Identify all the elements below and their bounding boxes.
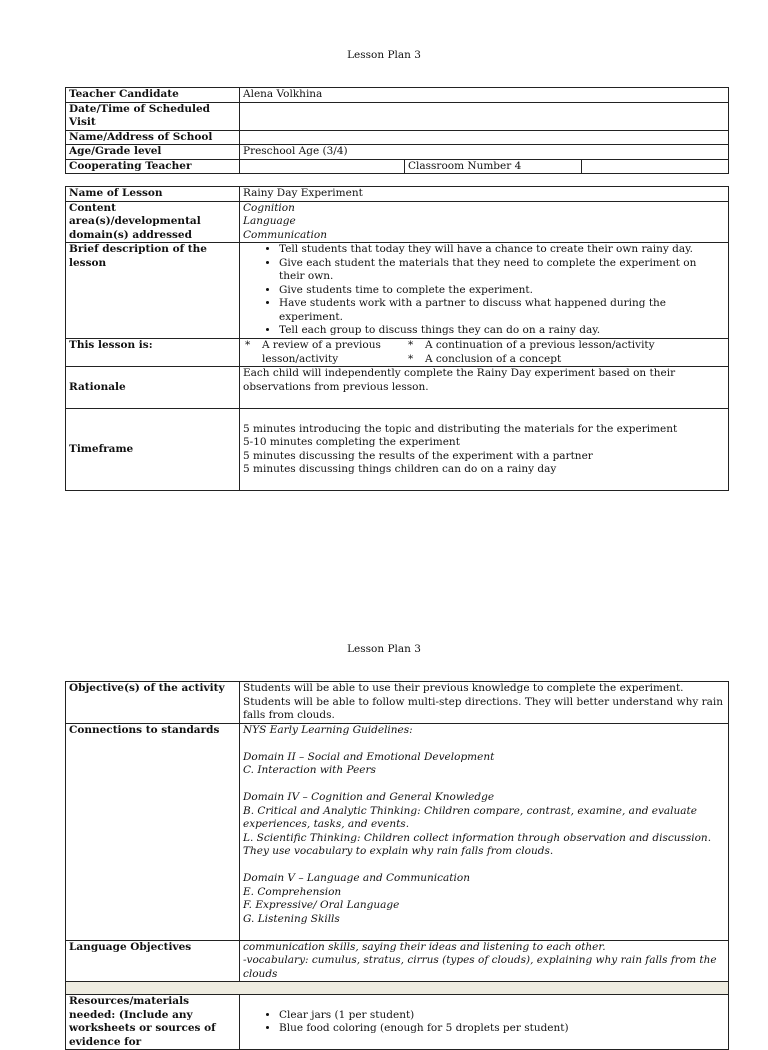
list-item: 5-10 minutes completing the experiment xyxy=(243,436,460,448)
list-item: Communication xyxy=(243,228,327,241)
asterisk-bullet-icon: * xyxy=(408,352,414,365)
resources-label: Resources/materials needed: (Include any worksheets or sources of evidence for xyxy=(66,995,240,1050)
list-item: Language xyxy=(243,215,296,227)
list-item: • Tell students that today they will have a chance to create their own rainy day. xyxy=(279,243,725,257)
school-label: Name/Address of School xyxy=(66,130,240,145)
table-row xyxy=(66,243,729,339)
table-row xyxy=(66,201,729,243)
table-row xyxy=(66,940,729,982)
list-item: * A continuation of a previous lesson/activity xyxy=(408,339,655,351)
list-item: 5 minutes discussing things children can do on a rainy day xyxy=(243,463,557,475)
table-row xyxy=(66,145,729,160)
school-value xyxy=(240,130,729,145)
teacher-candidate-label: Teacher Candidate xyxy=(66,88,240,103)
timeframe-lines xyxy=(240,409,729,491)
content-areas-label: Content area(s)/developmental domain(s) addressed xyxy=(66,201,240,243)
cooperating-teacher-value xyxy=(240,159,405,174)
table-row xyxy=(66,367,729,409)
description-list xyxy=(240,243,729,339)
rationale-label: Rationale xyxy=(66,367,240,409)
lesson-name-label: Name of Lesson xyxy=(66,187,240,202)
table-row xyxy=(66,88,729,103)
table-row xyxy=(66,339,729,367)
asterisk-bullet-icon: * xyxy=(245,339,251,351)
language-objectives-label: Language Objectives xyxy=(66,940,240,982)
visit-date-value xyxy=(240,102,729,130)
classroom-number: Classroom Number 4 xyxy=(405,159,582,174)
objectives-table xyxy=(65,681,729,1050)
list-item: 5 minutes introducing the topic and distributing the materials for the experiment xyxy=(243,422,678,435)
list-item: • Tell each group to discuss things they can do on a rainy day. xyxy=(279,324,725,338)
visit-info-table xyxy=(65,87,729,174)
table-row xyxy=(66,187,729,202)
page-title: Lesson Plan 3 xyxy=(347,643,421,655)
list-item: * A review of a previous lesson/activity xyxy=(245,339,381,365)
visit-date-label: Date/Time of Scheduled Visit xyxy=(66,102,240,130)
language-objectives-text: communication skills, saying their ideas and listening to each other. -vocabulary: cumulus, stratus, cirrus (types of clouds), explaining why rain falls from the clouds xyxy=(240,940,729,982)
standards-text: NYS Early Learning Guidelines: Domain II – Social and Emotional Development C. Interaction with Peers Domain IV – Cognition and General Knowledge B. Critical and Analytic Thinking: Children compare, contrast, examine, and evaluate experiences, tasks, and events. L. Scientific Thinking: Children collect information through observation and discussion. They use vocabulary to explain why rain falls from clouds. Domain V – Language and Communication E. Comprehension F. Expressive/ Oral Language G. Listening Skills xyxy=(240,723,729,940)
lesson-name-value: Rainy Day Experiment xyxy=(240,187,729,202)
list-item: • Give each student the materials that they need to complete the experiment on their own. xyxy=(279,257,725,284)
table-row xyxy=(66,130,729,145)
list-item: • Give students time to complete the experiment. xyxy=(279,284,725,298)
objective-text: Students will be able to use their previous knowledge to complete the experiment. Students will be able to follow multi-step directions. They will better understand why rain falls from clouds. xyxy=(240,682,729,724)
list-item: Cognition xyxy=(243,201,295,214)
table-row xyxy=(66,159,729,174)
asterisk-bullet-icon: * xyxy=(408,339,414,351)
rationale-text: Each child will independently complete the Rainy Day experiment based on their observations from previous lesson. xyxy=(240,367,729,409)
content-areas-values xyxy=(240,201,729,243)
table-row xyxy=(66,982,729,995)
resources-list xyxy=(240,995,729,1050)
list-item: • Clear jars (1 per student) xyxy=(279,1009,725,1023)
list-item: * A conclusion of a concept xyxy=(408,352,562,365)
table-row xyxy=(66,995,729,1050)
lesson-is-label: This lesson is: xyxy=(66,339,240,367)
page-title: Lesson Plan 3 xyxy=(347,49,421,61)
description-label: Brief description of the lesson xyxy=(66,243,240,339)
list-item: • Blue food coloring (enough for 5 droplets per student) xyxy=(279,1022,725,1036)
list-item: • Have students work with a partner to discuss what happened during the experiment. xyxy=(279,297,725,324)
objective-label: Objective(s) of the activity xyxy=(66,682,240,724)
table-row xyxy=(66,409,729,491)
cooperating-teacher-label: Cooperating Teacher xyxy=(66,159,240,174)
classroom-extra xyxy=(582,159,729,174)
grade-level-label: Age/Grade level xyxy=(66,145,240,160)
shaded-divider xyxy=(66,982,729,995)
lesson-table xyxy=(65,186,729,491)
standards-label: Connections to standards xyxy=(66,723,240,940)
table-row xyxy=(66,723,729,940)
table-row xyxy=(66,682,729,724)
list-item: 5 minutes discussing the results of the experiment with a partner xyxy=(243,449,593,462)
lesson-is-options xyxy=(240,339,729,367)
table-row xyxy=(66,102,729,130)
teacher-candidate-value: Alena Volkhina xyxy=(240,88,729,103)
timeframe-label: Timeframe xyxy=(66,409,240,491)
grade-level-value: Preschool Age (3/4) xyxy=(240,145,729,160)
